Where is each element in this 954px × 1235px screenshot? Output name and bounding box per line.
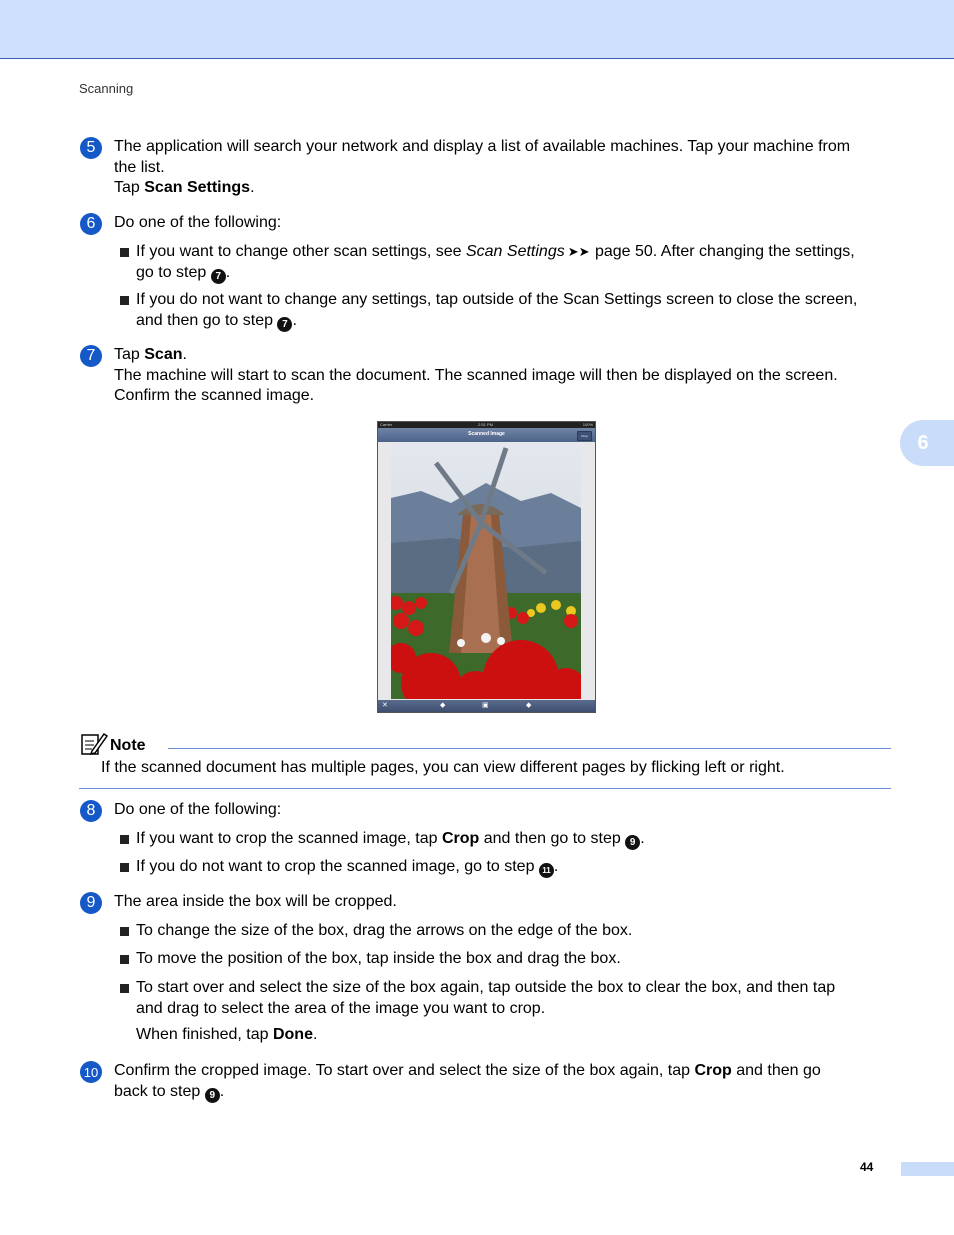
bullet-item: To change the size of the box, drag the arrows on the edge of the box. [120,921,890,942]
step-6 [80,213,891,234]
windmill-photo [391,443,581,699]
step-number-badge: 10 [80,1061,102,1083]
bullet-item: If you do not want to change any settings, tap outside of the Scan Settings screen to close the screen, and then go to step 7 . [120,290,890,332]
bullet-square-icon [120,863,129,872]
step-9: 9 The area inside the box will be cropped. [80,892,891,913]
bullet-square-icon [120,955,129,964]
step-reference-badge: 9 [625,835,640,850]
rotate-icon[interactable]: ◆ [440,702,446,709]
ui-term: Crop [694,1062,732,1079]
step-reference-badge: 9 [205,1088,220,1103]
bullet-square-icon [120,984,129,993]
page-number-bar [901,1162,954,1176]
bullet-item: If you want to crop the scanned image, tap Crop and then go to step 9 . [120,829,890,850]
cross-reference-link[interactable]: Scan Settings [465,243,565,260]
step-10: 10 Confirm the cropped image. To start over and select the size of the box again, tap Crop and then go back to step 9 . [80,1061,891,1103]
scanned-image-screenshot [377,421,596,713]
step-text: The application will search your network and display a list of available machines. Tap your machine from [114,138,851,155]
step-reference-badge: 7 [211,269,226,284]
note-label: Note [110,737,146,754]
bullet-square-icon [120,296,129,305]
bottom-toolbar [378,700,595,712]
bullet-square-icon [120,835,129,844]
save-icon[interactable]: ▣ [482,702,489,709]
ui-term: Done [272,1026,313,1043]
note-bottom-rule [79,788,891,789]
note-pencil-icon [80,731,108,762]
ui-term: Scan Settings [144,179,251,197]
step-5: 5 The application will search your network and display a list of available machines. Tap your machine from the list. Tap Scan Settings. [80,137,891,199]
top-header-band [0,0,954,59]
step-number-badge: 8 [80,800,102,822]
step-number-badge: 9 [80,892,102,914]
note-text: If the scanned document has multiple pages, you can view different pages by flicking left or right. [101,759,785,776]
bullet-item: To start over and select the size of the box again, tap outside the box to clear the box, and then tap and drag to select the area of the image you want to crop. [120,978,890,1019]
navigation-bar [378,428,595,442]
bullet-item: If you do not want to crop the scanned image, go to step 11 . [120,857,890,878]
close-icon[interactable]: ✕ [382,702,388,709]
crop-button[interactable]: Crop [577,431,592,441]
note-top-rule [168,748,891,749]
step-reference-badge: 11 [539,863,554,878]
step-text: the list. [114,158,165,176]
step-number-badge: 7 [80,345,102,367]
status-bar: Carrier 2:51 PM 100% [380,422,593,427]
bullet-square-icon [120,248,129,257]
step-number-badge: 5 [80,137,102,159]
action-icon[interactable]: ◆ [526,702,532,709]
step-8: 8 Do one of the following: [80,800,891,821]
bullet-item: If you want to change other scan settings, see Scan Settings ➤➤ page 50. After changing the settings, go to step 7 . [120,242,890,284]
bullet-square-icon [120,927,129,936]
finish-instruction: When finished, tap Done. [136,1026,318,1043]
chapter-tab: 6 [900,420,954,466]
section-title: Scanning [79,81,134,96]
step-reference-badge: 7 [277,317,292,332]
nav-title: Scanned Image [468,431,505,437]
double-arrow-icon: ➤➤ [567,244,590,259]
step-text: Do one of the following: [114,214,282,231]
bullet-item: To move the position of the box, tap inside the box and drag the box. [120,949,890,970]
step-number-badge: 6 [80,213,102,235]
ui-term: Crop [441,830,480,847]
step-7: 7 Tap Scan. The machine will start to scan the document. The scanned image will then be displayed on the screen. Confirm the scanned image. [80,345,891,407]
ui-term: Scan [144,346,183,363]
page-number: 44 [860,1160,874,1174]
